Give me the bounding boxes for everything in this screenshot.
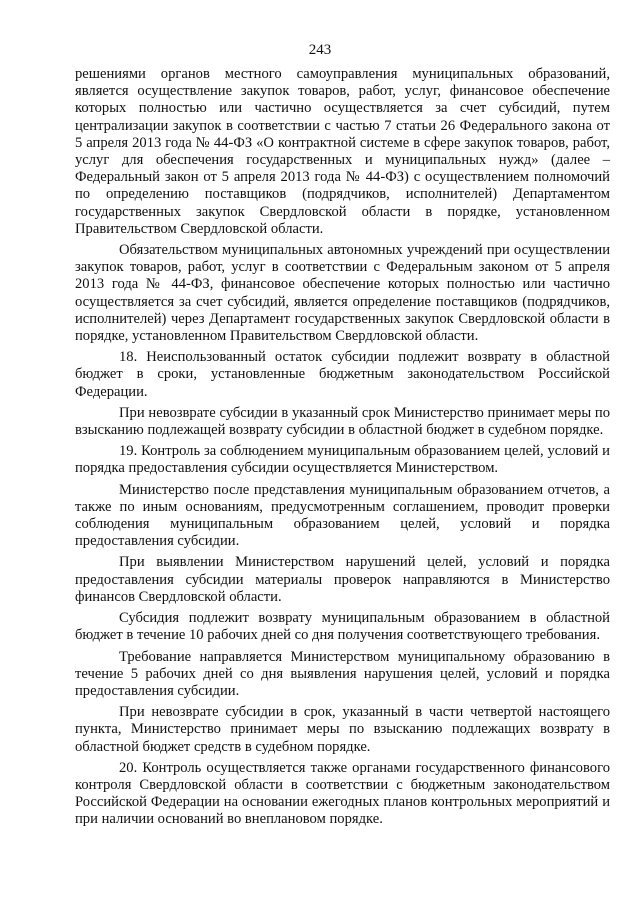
paragraph-inspections: Министерство после представления муниципальным образованием отчетов, а также по иным основаниям, предусмотренным соглашением, проводит проверки соблюдения муниципальным образованием целей, условий и порядка предоставления субсидии. (75, 481, 610, 550)
paragraph-court-recovery: При невозврате субсидии в срок, указанный в части четвертой настоящего пункта, Министерство принимает меры по взысканию подлежащих возврату в областной бюджет средств в судебном порядке. (75, 704, 610, 755)
paragraph-18-unused-balance: 18. Неиспользованный остаток субсидии подлежит возврату в областной бюджет в сроки, установленные бюджетным законодательством Российской Федерации. (75, 349, 610, 400)
paragraph-autonomous-institutions: Обязательством муниципальных автономных учреждений при осуществлении закупок товаров, работ, услуг в соответствии с Федеральным законом от 5 апреля 2013 года № 44-ФЗ, финансовое обеспечение которых полностью или частично осуществляется за счет субсидий, является определение поставщиков (подрядчиков, исполнителей) через Департамент государственных закупок Свердловской области в порядке, установленном Правительством Свердловской области. (75, 242, 610, 345)
page-number: 243 (308, 42, 332, 58)
paragraph-subsidy-return: Субсидия подлежит возврату муниципальным образованием в областной бюджет в течение 10 рабочих дней со дня получения соответствующего требования. (75, 610, 610, 644)
paragraph-requirement: Требование направляется Министерством муниципальному образованию в течение 5 рабочих дней со дня выявления нарушения целей, условий и порядка предоставления субсидии. (75, 648, 610, 699)
paragraph-continuation: решениями органов местного самоуправления муниципальных образований, является осуществление закупок товаров, работ, услуг, финансовое обеспечение которых полностью или частично осуществляется за счет субсидий, путем централизации закупок в соответствии с частью 7 статьи 26 Федерального закона от 5 апреля 2013 года № 44-ФЗ «О контрактной системе в сфере закупок товаров, работ, услуг для обеспечения государственных и муниципальных нужд» (далее – Федеральный закон от 5 апреля 2013 года № 44-ФЗ) с осуществлением полномочий по определению поставщиков (подрядчиков, исполнителей) Департаментом государственных закупок Свердловской области в порядке, установленном Правительством Свердловской области. (75, 66, 610, 237)
paragraph-19-control: 19. Контроль за соблюдением муниципальным образованием целей, условий и порядка предоставления субсидии осуществляется Министерством. (75, 443, 610, 477)
paragraph-non-return-enforcement: При невозврате субсидии в указанный срок Министерство принимает меры по взысканию подлежащей возврату субсидии в областной бюджет в судебном порядке. (75, 404, 610, 439)
paragraph-violations: При выявлении Министерством нарушений целей, условий и порядка предоставления субсидии материалы проверок направляются в Министерство финансов Свердловской области. (75, 554, 610, 605)
document-body (75, 66, 610, 833)
paragraph-20-financial-control: 20. Контроль осуществляется также органами государственного финансового контроля Свердловской области в соответствии с бюджетным законодательством Российской Федерации на основании ежегодных планов контрольных мероприятий и при наличии оснований во внеплановом порядке. (75, 759, 610, 828)
